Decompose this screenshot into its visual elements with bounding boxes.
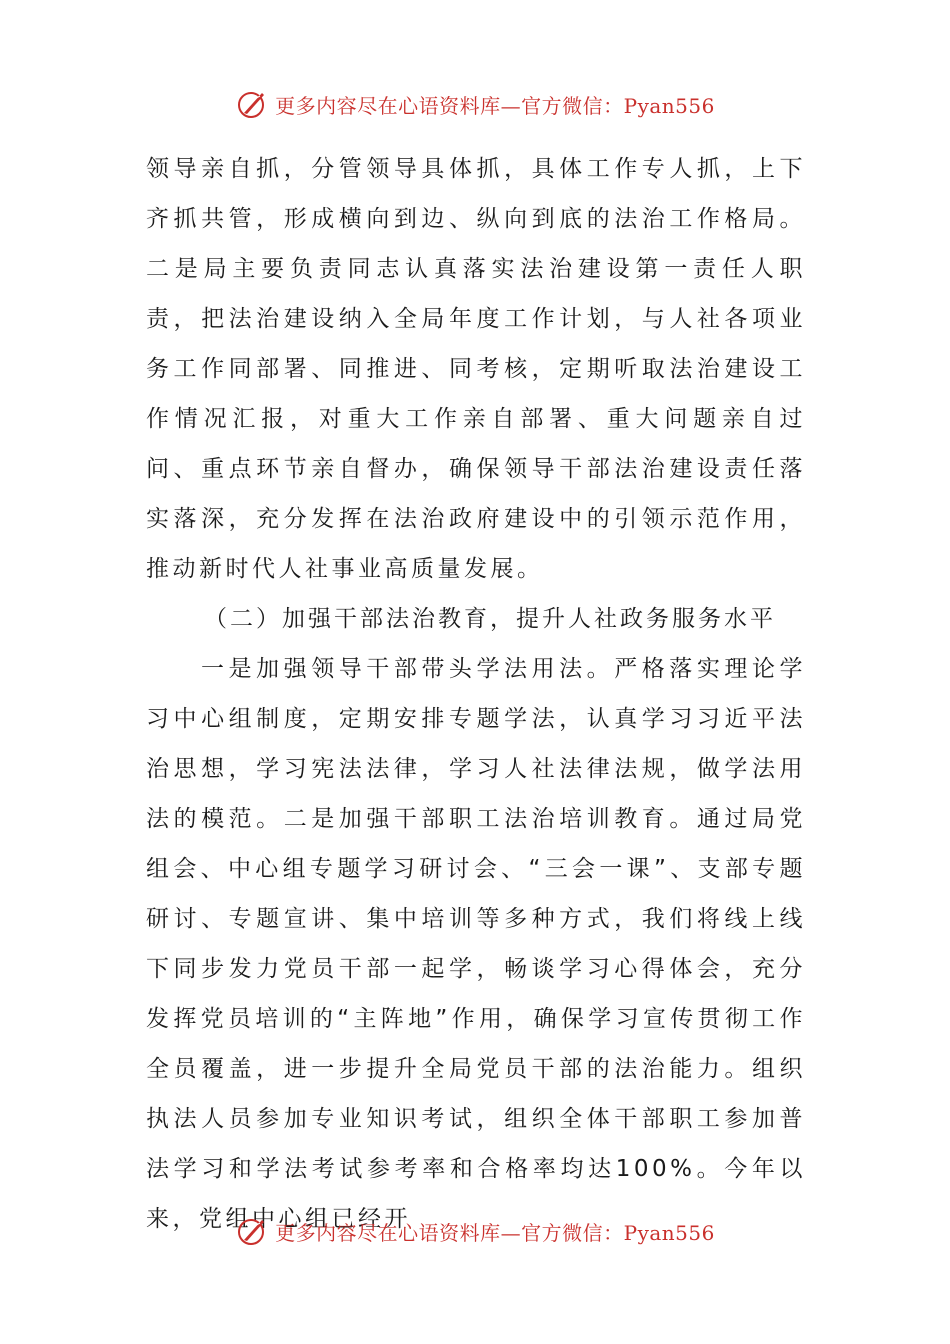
document-body [146,144,806,1244]
banner-text: 更多内容尽在心语资料库—官方微信：Pyan556 [275,93,715,118]
quill-logo-icon [235,1214,269,1248]
quill-logo-icon [235,87,269,121]
body-paragraph: 一是加强领导干部带头学法用法。严格落实理论学习中心组制度，定期安排专题学法，认真学习习近平法治思想，学习宪法法律，学习人社法律法规，做学法用法的模范。二是加强干部职工法治培训教育。通过局党组会、中心组专题学习研讨会、“三会一课”、支部专题研讨、专题宣讲、集中培训等多种方式，我们将线上线下同步发力党员干部一起学，畅谈学习心得体会，充分发挥党员培训的“主阵地”作用，确保学习宣传贯彻工作全员覆盖，进一步提升全局党员干部的法治能力。组织执法人员参加专业知识考试，组织全体干部职工参加普法学习和学法考试参考率和合格率均达100%。今年以来，党组中心组已经开 [146,656,806,1232]
section-heading: （二）加强干部法治教育，提升人社政务服务水平 [204,606,776,632]
banner-text: 更多内容尽在心语资料库—官方微信：Pyan556 [275,1220,715,1245]
footer-banner [0,1211,950,1251]
body-paragraph: 领导亲自抓，分管领导具体抓，具体工作专人抓，上下齐抓共管，形成横向到边、纵向到底的法治工作格局。二是局主要负责同志认真落实法治建设第一责任人职责，把法治建设纳入全局年度工作计划，与人社各项业务工作同部署、同推进、同考核，定期听取法治建设工作情况汇报，对重大工作亲自部署、重大问题亲自过问、重点环节亲自督办，确保领导干部法治建设责任落实落深，充分发挥在法治政府建设中的引领示范作用，推动新时代人社事业高质量发展。 [146,156,806,582]
header-banner [0,84,950,124]
